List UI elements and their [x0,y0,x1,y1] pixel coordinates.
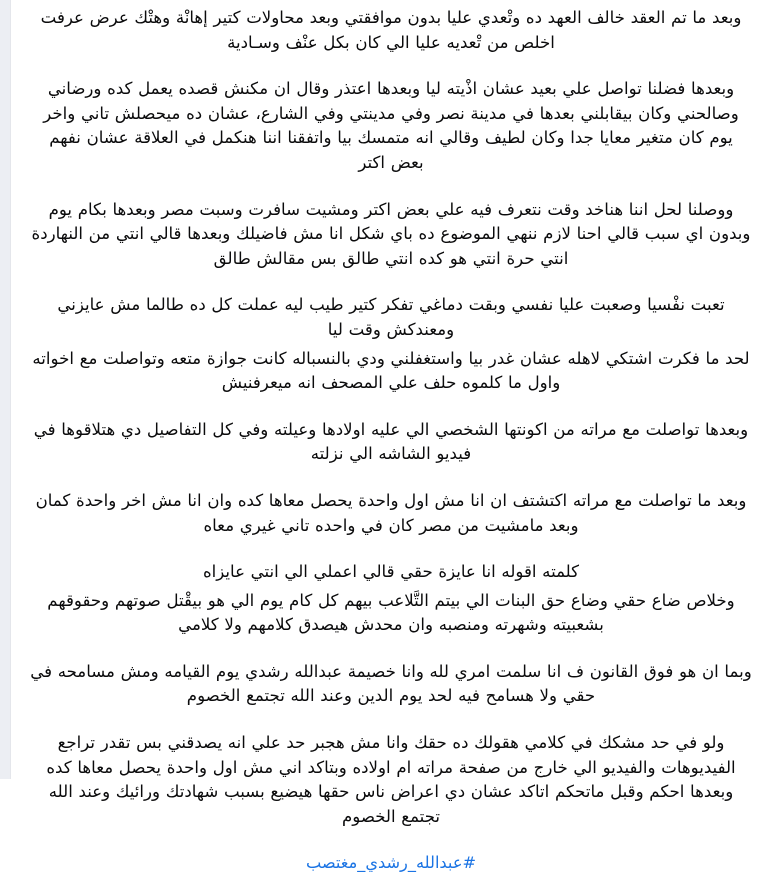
post-paragraph: ولو في حد مشكك في كلامي هقولك ده حقك وانا مش هجبر حد علي انه يصدقني بس تقدر تراجع الفيديوهات والفيديو الي خارج من صفحة مراته ام اولاده وبتاكد اني مش اول واحدة يحصل معاها كده وبعدها احكم وقبل ماتحكم اتاكد عشان دي اعراض ناس حقها هيضيع بسبب شهادتك ورائيك وعند الله تجتمع الخصوم [46,733,736,826]
post-paragraph: لحد ما فكرت اشتكي لاهله عشان غدر بيا واستغفلني ودي بالنسباله كانت جوازة متعه وتواصلت مع اخواته واول ما كلموه حلف علي المصحف انه ميعرفنيش [32,348,750,393]
post-paragraph: وبعدها فضلنا تواصل علي بعيد عشان اذْيته ليا وبعدها اعتذر وقال ان مكنش قصده يعمل كده ورضاني وصالحني وكان بيقابلني بعدها في مدينة نصر وفي مدينتي وفي الشارع، عشان ده ميحصلش تاني واخر يوم كان متغير معايا جدا وكان لطيف وقالي انه متمسك بيا واتفقنا اننا هنكمل في العلاقة عشان نفهم بعض اكتر [43,79,739,172]
hashtag-link[interactable]: #عبدالله_رشدي_مغتصب [305,853,477,873]
hashtag-line [30,851,752,875]
post-paragraph: وبعد ما تم العقد خالف العهد ده وتْعدي عليا بدون موافقتي وبعد محاولات كتير إهانْة وهتْك عرض عرفت اخلص من تْعديه عليا الي كان بكل عنْف وسـادية [40,8,742,52]
post-paragraph: كلمته اقوله انا عايزة حقي قالي اعملي الي انتي عايزاه [202,562,580,582]
post-content [12,0,768,873]
left-panel-edge [0,0,11,779]
post-paragraph: ووصلنا لحل اننا هناخد وقت نتعرف فيه علي بعض اكتر ومشيت سافرت وسبت مصر وبعدها بكام يوم وبدون اي سبب قالي احنا لازم ننهي الموضوع ده باي شكل انا مش فاضيلك وبعدها قالي انتي من النهاردة انتي حرة انتي هو كده انتي طالق بس مقالش طالق [31,199,751,268]
post-paragraph: وبعدها تواصلت مع مراته من اكونتها الشخصي الي عليه اولادها وعيلته وفي كل التفاصيل دي هتلاقوها في فيديو الشاشه الي نزلته [33,419,749,464]
post-paragraph: وخلاص ضاع حقي وضاع حق البنات الي بيتم التَّلاعب بيهم كل كام يوم الي هو بيقْتل صوتهم وحقوقهم بشعبيته وشهرته ومنصبه وان محدش هيصدق كلامهم ولا كلامي [47,590,735,635]
post-paragraph: تعبت نفْسيا وصعبت عليا نفسي وبقت دماغي تفكر كتير طيب ليه عملت كل ده طالما مش عايزني ومعندكش وقت ليا [57,295,725,339]
post-paragraph: وبما ان هو فوق القانون ف انا سلمت امري لله وانا خصيمة عبدالله رشدي يوم القيامه ومش مسامحه في حقي ولا هسامح فيه لحد يوم الدين وعند الله تجتمع الخصوم [30,661,752,706]
post-paragraph: وبعد ما تواصلت مع مراته اكتشتف ان انا مش اول واحدة يحصل معاها كده وان انا مش اخر واحدة كمان وبعد مامشيت من مصر كان في واحده تاني غيري معاه [35,490,747,535]
